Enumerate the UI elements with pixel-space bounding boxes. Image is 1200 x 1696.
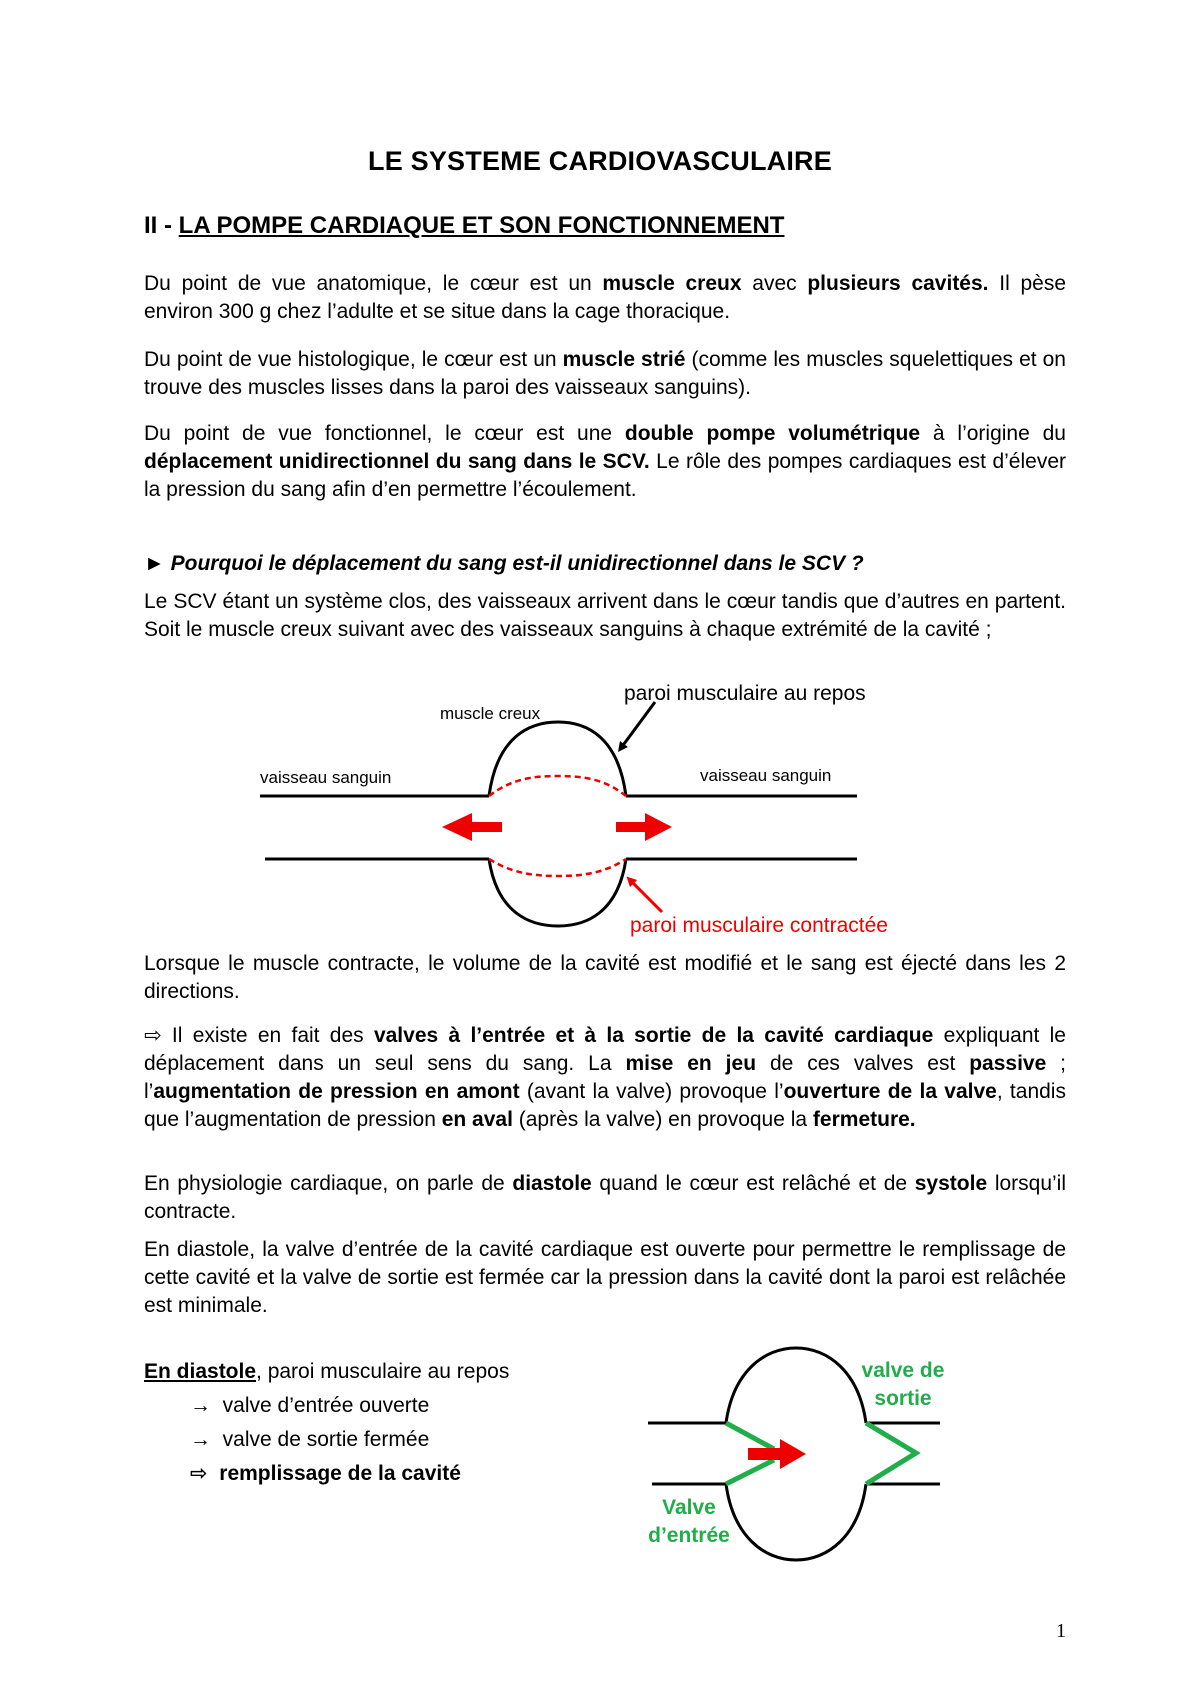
- flow2-arrow-head: [780, 1439, 806, 1469]
- contracted-wall-bottom: [489, 859, 626, 876]
- double-arrow-icon: ⇨: [190, 1462, 208, 1485]
- document-title: LE SYSTEME CARDIOVASCULAIRE: [368, 146, 832, 176]
- paragraph-closed-system: Le SCV étant un système clos, des vaisseaux arrivent dans le cœur tandis que d’autres en partent. Soit le muscle creux suivant avec des vaisseaux sanguins à chaque extrémité de la cavité ;: [144, 590, 1066, 641]
- section-number: II -: [144, 212, 172, 239]
- diastole-label: En diastole: [144, 1360, 257, 1383]
- paragraph-anatomy: Du point de vue anatomique, le cœur est un muscle creux avec plusieurs cavités. Il pèse environ 300 g chez l’adulte et se situe dans la cage thoracique.: [144, 272, 1066, 323]
- question-heading: ► Pourquoi le déplacement du sang est-il unidirectionnel dans le SCV ?: [144, 552, 864, 575]
- paragraph-contraction: Lorsque le muscle contracte, le volume de la cavité est modifié et le sang est éjecté dans les 2 directions.: [144, 952, 1066, 1003]
- flow-arrow-right-head: [645, 813, 672, 841]
- contracted-wall-top: [489, 776, 626, 796]
- right-arrow-icon: →: [190, 1394, 211, 1417]
- label-paroi-contractee: paroi musculaire contractée: [630, 914, 888, 937]
- paragraph-function: Du point de vue fonctionnel, le cœur est une double pompe volumétrique à l’origine du déplacement unidirectionnel du sang dans le SCV. Le rôle des pompes cardiaques est d’élever la pression du sang afin d’en permettre l’écoulement.: [144, 422, 1066, 501]
- pointer-contracted-wall: [630, 880, 662, 912]
- pointer-rest-wall: [621, 702, 655, 748]
- label-valve-entree: Valve d’entrée: [648, 1496, 730, 1547]
- label-muscle-creux: muscle creux: [440, 704, 541, 723]
- double-arrow-icon: ⇨: [144, 1024, 162, 1047]
- diastole-summary: En diastole, paroi musculaire au repos → valve d’entrée ouverte → valve de sortie fermée ⇨ remplissage de la cavité: [144, 1360, 510, 1485]
- label-paroi-repos: paroi musculaire au repos: [624, 682, 866, 705]
- flow2-arrow-shaft: [748, 1448, 784, 1460]
- paragraph-histology: Du point de vue histologique, le cœur est un muscle strié (comme les muscles squelettiques et on trouve des muscles lisses dans la paroi des vaisseaux sanguins).: [144, 348, 1066, 399]
- paragraph-diastole-detail: En diastole, la valve d’entrée de la cavité cardiaque est ouverte pour permettre le remplissage de cette cavité et la valve de sortie est fermée car la pression dans la cavité dont la paroi est relâchée est minimale.: [144, 1238, 1066, 1317]
- entry-valve-bottom: [726, 1460, 774, 1484]
- label-vaisseau-left: vaisseau sanguin: [260, 768, 392, 787]
- paragraph-diastole-systole: En physiologie cardiaque, on parle de diastole quand le cœur est relâché et de systole lorsqu’il contracte.: [144, 1172, 1067, 1223]
- label-valve-sortie: valve de sortie: [861, 1359, 945, 1410]
- page-number: 1: [1056, 1620, 1066, 1642]
- right-arrow-icon: →: [190, 1428, 211, 1451]
- flow-arrow-left-shaft: [470, 822, 502, 832]
- paragraph-valves: ⇨ Il existe en fait des valves à l’entrée et à la sortie de la cavité cardiaque expliquant le déplacement dans un seul sens du sang. La mise en jeu de ces valves est passive ; l’augmentation de pression en amont (avant la valve) provoque l’ouverture de la valve, tandis que l’augmentation de pression en aval (après la valve) en provoque la fermeture.: [144, 1024, 1067, 1131]
- section-title: LA POMPE CARDIAQUE ET SON FONCTIONNEMENT: [178, 212, 785, 239]
- entry-valve-top: [726, 1423, 774, 1449]
- cavity2-top-wall: [726, 1348, 866, 1423]
- cavity2-bottom-wall: [726, 1484, 866, 1560]
- flow-arrow-left-head: [442, 813, 472, 841]
- exit-valve-closed: [866, 1423, 916, 1484]
- label-vaisseau-right: vaisseau sanguin: [700, 766, 832, 785]
